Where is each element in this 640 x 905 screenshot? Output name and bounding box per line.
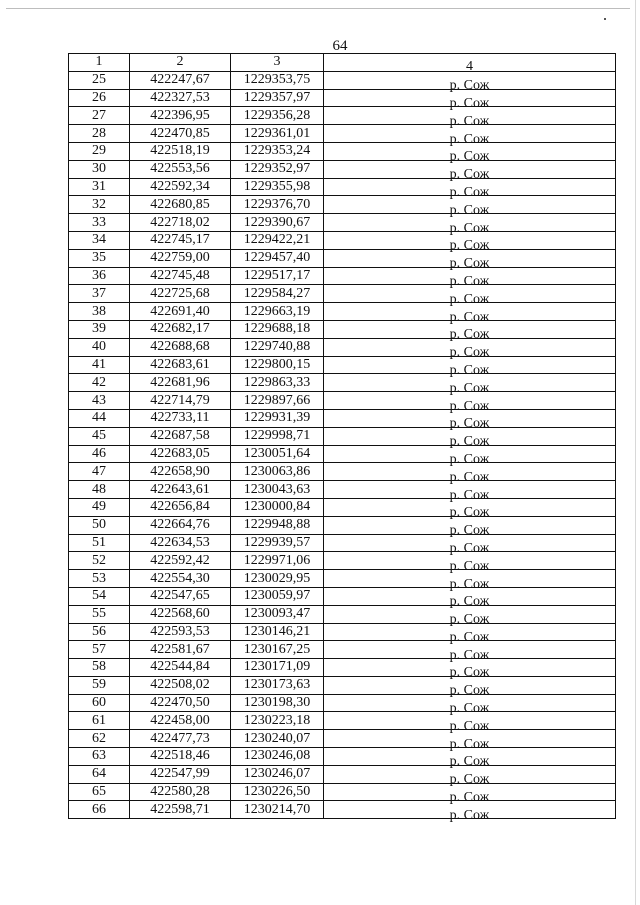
description-text: р. Сож [449,256,490,272]
y-coordinate-cell: 1229800,15 [231,356,324,374]
y-coordinate-cell: 1230000,84 [231,498,324,516]
y-coordinate-cell: 1230029,95 [231,570,324,588]
description-text: р. Сож [449,78,490,94]
description-text: р. Сож [449,594,490,610]
point-number-cell: 46 [69,445,130,463]
x-coordinate-cell: 422327,53 [130,89,231,107]
x-coordinate-cell: 422547,99 [130,765,231,783]
description-text: р. Сож [449,202,490,218]
page-number: 64 [332,38,348,54]
x-coordinate-cell: 422718,02 [130,214,231,232]
point-number-cell: 55 [69,605,130,623]
y-coordinate-cell: 1229931,39 [231,409,324,427]
table-row [69,481,616,499]
table-row [69,125,616,143]
table-row [69,516,616,534]
x-coordinate-cell: 422691,40 [130,303,231,321]
description-text: р. Сож [449,612,490,628]
table-row [69,694,616,712]
y-coordinate-cell: 1230063,86 [231,463,324,481]
description-text: р. Сож [449,523,490,539]
point-number-cell: 38 [69,303,130,321]
description-text: р. Сож [449,736,490,752]
description-text: р. Сож [449,131,490,147]
description-text: р. Сож [449,184,490,200]
y-coordinate-cell: 1229353,24 [231,142,324,160]
y-coordinate-cell: 1229740,88 [231,338,324,356]
x-coordinate-cell: 422508,02 [130,676,231,694]
point-number-cell: 52 [69,552,130,570]
x-coordinate-cell: 422725,68 [130,285,231,303]
point-number-cell: 43 [69,392,130,410]
table-row [69,659,616,677]
point-number-cell: 27 [69,107,130,125]
table-row [69,641,616,659]
x-coordinate-cell: 422683,05 [130,445,231,463]
description-text: р. Сож [449,772,490,788]
x-coordinate-cell: 422592,34 [130,178,231,196]
y-coordinate-cell: 1230093,47 [231,605,324,623]
x-coordinate-cell: 422547,65 [130,587,231,605]
table-row [69,783,616,801]
y-coordinate-cell: 1229971,06 [231,552,324,570]
x-coordinate-cell: 422470,50 [130,694,231,712]
x-coordinate-cell: 422733,11 [130,409,231,427]
point-number-cell: 29 [69,142,130,160]
column-header-3: 3 [231,54,324,72]
table-row [69,534,616,552]
point-number-cell: 49 [69,498,130,516]
y-coordinate-cell: 1229663,19 [231,303,324,321]
table-row [69,392,616,410]
description-text: р. Сож [449,505,490,521]
x-coordinate-cell: 422688,68 [130,338,231,356]
table-row [69,107,616,125]
x-coordinate-cell: 422580,28 [130,783,231,801]
description-text: р. Сож [449,558,490,574]
x-coordinate-cell: 422553,56 [130,160,231,178]
x-coordinate-cell: 422593,53 [130,623,231,641]
point-number-cell: 32 [69,196,130,214]
y-coordinate-cell: 1230246,07 [231,765,324,783]
x-coordinate-cell: 422458,00 [130,712,231,730]
x-coordinate-cell: 422598,71 [130,801,231,819]
table-row [69,214,616,232]
x-coordinate-cell: 422518,46 [130,748,231,766]
table-row [69,320,616,338]
description-text: р. Сож [449,754,490,770]
table-row [69,801,616,819]
x-coordinate-cell: 422396,95 [130,107,231,125]
x-coordinate-cell: 422683,61 [130,356,231,374]
description-text: р. Сож [449,167,490,183]
column-header-4 [324,54,616,75]
description-text: р. Сож [449,629,490,645]
y-coordinate-cell: 1229517,17 [231,267,324,285]
point-number-cell: 58 [69,659,130,677]
point-number-cell: 41 [69,356,130,374]
table-row [69,765,616,783]
scan-border-line [6,8,630,9]
y-coordinate-cell: 1230167,25 [231,641,324,659]
point-number-cell: 59 [69,676,130,694]
description-text: р. Сож [449,327,490,343]
description-text: р. Сож [449,451,490,467]
y-coordinate-cell: 1229357,97 [231,89,324,107]
x-coordinate-cell: 422581,67 [130,641,231,659]
table-row [69,587,616,605]
point-number-cell: 30 [69,160,130,178]
description-text: р. Сож [449,665,490,681]
table-row [69,374,616,392]
description-text: р. Сож [449,398,490,414]
y-coordinate-cell: 1230043,63 [231,481,324,499]
table-row [69,267,616,285]
point-number-cell: 33 [69,214,130,232]
point-number-cell: 28 [69,125,130,143]
description-text: р. Сож [449,790,490,806]
y-coordinate-cell: 1229352,97 [231,160,324,178]
y-coordinate-cell: 1230171,09 [231,659,324,677]
y-coordinate-cell: 1229939,57 [231,534,324,552]
y-coordinate-cell: 1229353,75 [231,71,324,89]
point-number-cell: 57 [69,641,130,659]
description-text: р. Сож [449,380,490,396]
point-number-cell: 37 [69,285,130,303]
table-row [69,498,616,516]
point-number-cell: 40 [69,338,130,356]
description-text: р. Сож [449,469,490,485]
table-row [69,303,616,321]
point-number-cell: 51 [69,534,130,552]
description-text: р. Сож [449,487,490,503]
y-coordinate-cell: 1230226,50 [231,783,324,801]
y-coordinate-cell: 1229897,66 [231,392,324,410]
table-row [69,142,616,160]
point-number-cell: 42 [69,374,130,392]
description-text: р. Сож [449,309,490,325]
description-text: р. Сож [449,701,490,717]
y-coordinate-cell: 1229584,27 [231,285,324,303]
point-number-cell: 66 [69,801,130,819]
scan-edge-line [635,0,636,905]
point-number-cell: 60 [69,694,130,712]
x-coordinate-cell: 422687,58 [130,427,231,445]
x-coordinate-cell: 422759,00 [130,249,231,267]
description-text: р. Сож [449,273,490,289]
column-header-2: 2 [130,54,231,72]
description-text: р. Сож [449,220,490,236]
point-number-cell: 35 [69,249,130,267]
description-text: р. Сож [449,683,490,699]
x-coordinate-cell: 422664,76 [130,516,231,534]
x-coordinate-cell: 422714,79 [130,392,231,410]
x-coordinate-cell: 422681,96 [130,374,231,392]
point-number-cell: 61 [69,712,130,730]
x-coordinate-cell: 422592,42 [130,552,231,570]
description-text: р. Сож [449,238,490,254]
table-row [69,427,616,445]
x-coordinate-cell: 422634,53 [130,534,231,552]
description-text: р. Сож [449,576,490,592]
x-coordinate-cell: 422518,19 [130,142,231,160]
point-number-cell: 54 [69,587,130,605]
point-number-cell: 45 [69,427,130,445]
x-coordinate-cell: 422745,17 [130,231,231,249]
table-row [69,71,616,89]
x-coordinate-cell: 422682,17 [130,320,231,338]
y-coordinate-cell: 1230214,70 [231,801,324,819]
table-row [69,409,616,427]
y-coordinate-cell: 1229457,40 [231,249,324,267]
table-row [69,231,616,249]
description-text: р. Сож [449,149,490,165]
y-coordinate-cell: 1229390,67 [231,214,324,232]
y-coordinate-cell: 1229998,71 [231,427,324,445]
description-text: р. Сож [449,647,490,663]
point-number-cell: 31 [69,178,130,196]
description-text: р. Сож [449,807,490,823]
description-text: р. Сож [449,291,490,307]
y-coordinate-cell: 1230059,97 [231,587,324,605]
x-coordinate-cell: 422470,85 [130,125,231,143]
table-row [69,676,616,694]
description-text: р. Сож [449,540,490,556]
point-number-cell: 39 [69,320,130,338]
point-number-cell: 65 [69,783,130,801]
x-coordinate-cell: 422643,61 [130,481,231,499]
point-number-cell: 47 [69,463,130,481]
y-coordinate-cell: 1229688,18 [231,320,324,338]
y-coordinate-cell: 1230246,08 [231,748,324,766]
point-number-cell: 62 [69,730,130,748]
y-coordinate-cell: 1230198,30 [231,694,324,712]
x-coordinate-cell: 422477,73 [130,730,231,748]
point-number-cell: 34 [69,231,130,249]
point-number-cell: 36 [69,267,130,285]
point-number-cell: 48 [69,481,130,499]
table-row [69,338,616,356]
coordinates-table [68,53,616,823]
y-coordinate-cell: 1230223,18 [231,712,324,730]
point-number-cell: 56 [69,623,130,641]
x-coordinate-cell: 422658,90 [130,463,231,481]
y-coordinate-cell: 1229361,01 [231,125,324,143]
point-number-cell: 64 [69,765,130,783]
y-coordinate-cell: 1229355,98 [231,178,324,196]
y-coordinate-cell: 1229422,21 [231,231,324,249]
description-text: р. Сож [449,362,490,378]
table-row [69,605,616,623]
table-row [69,570,616,588]
table-row [69,463,616,481]
table-row [69,196,616,214]
point-number-cell: 25 [69,71,130,89]
table-row [69,552,616,570]
table-row [69,89,616,107]
y-coordinate-cell: 1229376,70 [231,196,324,214]
table-row [69,445,616,463]
description-text: р. Сож [449,718,490,734]
x-coordinate-cell: 422247,67 [130,71,231,89]
y-coordinate-cell: 1229863,33 [231,374,324,392]
point-number-cell: 44 [69,409,130,427]
point-number-cell: 50 [69,516,130,534]
y-coordinate-cell: 1230146,21 [231,623,324,641]
table-row [69,160,616,178]
point-number-cell: 26 [69,89,130,107]
description-text: р. Сож [449,416,490,432]
y-coordinate-cell: 1229356,28 [231,107,324,125]
table-row [69,356,616,374]
y-coordinate-cell: 1230051,64 [231,445,324,463]
y-coordinate-cell: 1230173,63 [231,676,324,694]
y-coordinate-cell: 1230240,07 [231,730,324,748]
point-number-cell: 53 [69,570,130,588]
x-coordinate-cell: 422554,30 [130,570,231,588]
y-coordinate-cell: 1229948,88 [231,516,324,534]
table-row [69,178,616,196]
table-row [69,712,616,730]
table-row [69,748,616,766]
x-coordinate-cell: 422656,84 [130,498,231,516]
table-row [69,623,616,641]
description-text: р. Сож [449,345,490,361]
scan-speck [604,18,606,20]
x-coordinate-cell: 422745,48 [130,267,231,285]
description-text: р. Сож [449,434,490,450]
x-coordinate-cell: 422568,60 [130,605,231,623]
x-coordinate-cell: 422680,85 [130,196,231,214]
column-header-4-label: 4 [466,59,473,75]
table-row [69,730,616,748]
description-text: р. Сож [449,95,490,111]
x-coordinate-cell: 422544,84 [130,659,231,677]
description-text: р. Сож [449,113,490,129]
column-header-1: 1 [69,54,130,72]
table-header-row [69,54,616,72]
table-row [69,285,616,303]
point-number-cell: 63 [69,748,130,766]
table-row [69,249,616,267]
